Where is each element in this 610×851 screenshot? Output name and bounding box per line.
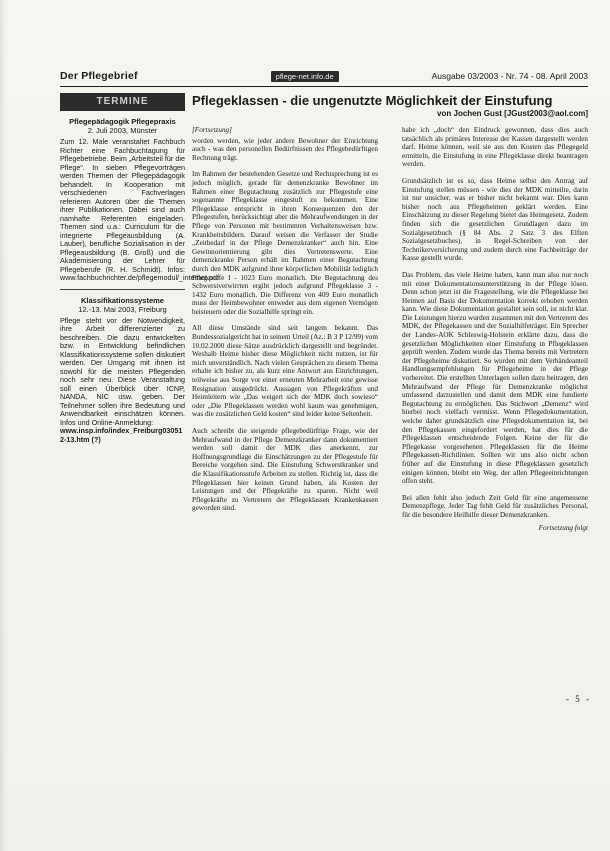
article (192, 93, 588, 532)
publisher-logo: pflege-net.info.de (271, 71, 339, 82)
article-byline: von Jochen Gust [JGust2003@aol.com] (437, 109, 588, 118)
article-paragraph: habe ich „doch“ den Eindruck gewonnen, dass dies auch tatsächlich als primäres Interesse der Kassen dargestellt werden darf. Heime können, weil sie aus den Kosten das Pflegegeld ermitteln, die Einstufung in eine Pflegeklasse direkt beantragen werden. (402, 126, 588, 169)
event-date: 2. Juli 2003, Münster (87, 126, 158, 135)
event-date: 12.-13. Mai 2003, Freiburg (78, 304, 167, 314)
event-body: Pflege steht vor der Notwendigkeit, ihre Arbeit differenzierter zu beschreiben. Die dazu entwickelten bzw. in Entwicklung befindlichen Klassifikationssysteme sollen diskutiert werden. Der Umgang mit ihnen ist sowohl für die meisten Pflegenden noch sehr neu. Diese Veranstaltung soll einen Überblick über ICNP, NANDA, NIC usw. geben. Der Teilnehmer sollen ihre Bedeutung und Anwendbarkeit einschätzen können. Infos und Online-Anmeldung: (60, 315, 185, 427)
header-rule (60, 86, 588, 87)
article-paragraph: worden werden, wie jeder andere Bewohner der Einrichtung auch - was den personellen Bedürfnissen des Pflegebedürftigen Rechnung trägt. (192, 136, 378, 162)
event-title: Klassifikationssysteme (81, 295, 164, 305)
article-paragraph: Auch schreibt die steigende pflegebedürftige Frage, wie der Mehraufwand in der Pflege Demenzkranker dann dokumentiert werden soll damit der MDK dies anerkennt, zur Hoffnungsgrundlage die Einschätzungen zu der Pflegestufe für Bereiche vorgehen sind. Die Einstufung Schwerstkranker und die Klassifikationsstufe Arbeiten zu stellen. Richtig ist, dass die Pflegeklassen hier keinen Grund haben, als Kosten der Leistungen und der Pflegekräfte zu sparen. Nicht weil Pflegekräfte zu Vertretern der Pflegeklassen Krankenkassen geworden sind. (192, 427, 378, 513)
article-column-left (192, 126, 378, 532)
article-paragraph: Grundsätzlich ist es so, dass Heime selbst den Antrag auf Einstufung stellen müssen - wie dies der MDK mitteilte, darin ist nur unsicher, was er bisher nicht bekannt war. Dies kann bisher noch aus Pflegeheimen geklärt werden. Eine Einschätzung zu dieser Regelung bietet das Heimgesetz. Zudem finden sich die gesetzlichen Grundlagen dazu im Sozialgesetzbuch (§ 84 Abs. 2 Satz 3 des Elften Sozialgesetzbuches), in Regel-Schreiben von der Technikerversicherung und zudem durch eine Fachbeiträge der Kasse gestellt wurde. (402, 176, 588, 263)
event-title: Pflegepädagogik Pflegepraxis (69, 117, 176, 126)
event-body: Zum 12. Male veranstaltet Fachbuch Richter eine Fachbuchtagung für Pflegebetriebe. Beim „Arbeitsteil für die Pflege“. In sieben Pflegevorträgen werden Themen der Pflegepädagogik behandelt. In Kooperation mit verschiedenen Fachverlagen referieren Autoren über die Themen ihrer Publikationen. Dabei sind auch namhafte Referenten eingeladen. Themen sind u.a.: Curriculum für die integrierte Pflegeausbildung (A. Lauber), berufliche Sozialisation in der Pflegeausbildung (B. Groß) und die Akademisierung der Lehrer für Pflegeberufe (R. H. Schmidt). Infos: www.fachbuchrichter.de/pflegemodul/_internet.pdf (60, 137, 220, 282)
article-kicker: [Fortsetzung] (192, 126, 232, 134)
event-item (60, 296, 185, 445)
brand-title: Der Pflegebrief (60, 70, 138, 82)
sidebar-section-title: TERMINE (60, 93, 185, 111)
article-paragraph: Bei allen fehlt also jedoch Zeit Geld für eine angemessene Demenzpflege. Jeder Tag fehlt Geld für zusätzliches Personal, für die besondere Heilhilfe dieser Demenzkranken. (402, 493, 588, 519)
scan-edge-shadow (0, 0, 6, 851)
article-headline: Pflegeklassen - die ungenutzte Möglichkeit der Einstufung (192, 93, 553, 108)
article-column-right (402, 126, 588, 532)
page-number: - 5 - (566, 694, 591, 704)
sidebar-divider (60, 289, 185, 290)
issue-info: Ausgabe 03/2003 - Nr. 74 - 08. April 2003 (431, 71, 588, 81)
masthead (60, 68, 588, 84)
article-paragraph: Im Rahmen der bestehenden Gesetze und Rechtsprechung ist es jedoch möglich, gerade für demenzkranke Bewohner im Rahmen einer Begutachtung zusätzlich zur Pflegestufe eine sogenannte Pflegeklasse eingestuft zu bekommen. Eine Pflegeklasse entspricht in ihren Konsequenzen den der Pflegestufen, berücksichtigt aber die Mehraufwendungen in der Pflege von Personen mit bestimmten Verhaltensweisen bzw. Krankheitsbildern. Darauf weisen die Verfasser der Studie „Zeitbedarf in der Pflege Demenzkranker“ auch hin. Eine Gewinnorientierung gibt dies Vertretenswerte. Eine demenzkranke Person erhält im Rahmen einer Begutachtung durch den MDK aufgrund ihrer körperlichen Mobilität lediglich Pflegestufe I - 1023 Euro monatlich. Die Begutachtung des Schwerstverwirrten ergibt jedoch aufgrund Pflegeklasse 3 - 1432 Euro monatlich. Die Differenz von 409 Euro monatlich muss der Heimbewohner entweder aus dem eigenen Vermögen beisteuern oder die Sozialhilfe springt ein. (192, 170, 378, 316)
article-paragraph: Das Problem, das viele Heime haben, kann man also nur noch mit einer Dokumentationsunterstützung in der Pflege lösen. Denn schon jetzt ist die Fragestellung, wie die Pflegeklasse bei Heimen auf Basis der Dokumentation korrekt erhoben werden kann. Wie diese Dokumentation gestaltet sein soll, ist nicht klar. Die Leistungen hierzu wurden zusammen mit den Vertretern des MDK, der Pflegekassen und der Sozialhilfeträger. Ein Sprecher der Landes-AOK Schleswig-Holstein erklärte dazu, dass die gesetzlichen Möglichkeiten einer Einstufung in Pflegeklassen geprüft werden. Zudem wurde das Thema bereits mit Vertretern der Pflegeheime diskutiert. So wurden mit dem Verbändeanteil Handlungsempfehlungen für Pflegeheime in der Pflege vorbereitet. Die erstellten Unterlagen sollen dazu beitragen, den Mehraufwand der Pflege für Demenzkranke möglichst umfassend darzustellen und damit dem MDK eine fundierte Begutachtung zu ermöglichen. Das Stichwort „Demenz“ wird hierbei noch vielfach vermisst. Wenn Pflegedokumentation, welche daher grundsätzlich eine Pflegedokumentation ist, bei den Pflegekassen eingefordert werden, hat dies für die Pflegeklassen entscheidende Folgen. Keine der für die Pflegekasse vorgesehenen Pflegeklassen für die Heime Pflegekassen-Richtlinien. Sollten wir uns also nicht schon früher auf die Einstufung in diese Pflegeklassen gesetzlich einigen können, bleibt ein Weg, der allen Pflegeeinrichtungen offen steht. (402, 270, 588, 486)
article-paragraph: All diese Umstände sind seit langem bekannt. Das Bundessozialgericht hat in seinem Urteil (Az.: B 3 P 12/99) vom 10.02.2000 diese Sätze ausdrücklich dargestellt und begründet. Weshalb Heime bisher diese Möglichkeit nicht nutzen, ist für mich unverständlich. Nach vielen Gesprächen zu diesem Thema erhalte ich bisher zu, als kurz eine Antwort aus Einrichtungen, teilweise aus Sorge vor einer erneuten Mehrarbeit eine gewisse Resignation ausgedrückt. Aussagen von Pflegekräften und Heimleitern wie „Das weigert sich der MDK doch sowieso“ oder „Die Pflegeklassen werden wohl kaum was genehmigen, was die zusätzlichen Geld kosten“ sind leider keine Seltenheit. (192, 324, 378, 419)
continuation-note: Fortsetzung folgt (538, 523, 588, 532)
article-columns (192, 126, 588, 532)
event-link[interactable]: www.insp.info/index_Freiburg030512-13.htm (?) (60, 426, 183, 444)
